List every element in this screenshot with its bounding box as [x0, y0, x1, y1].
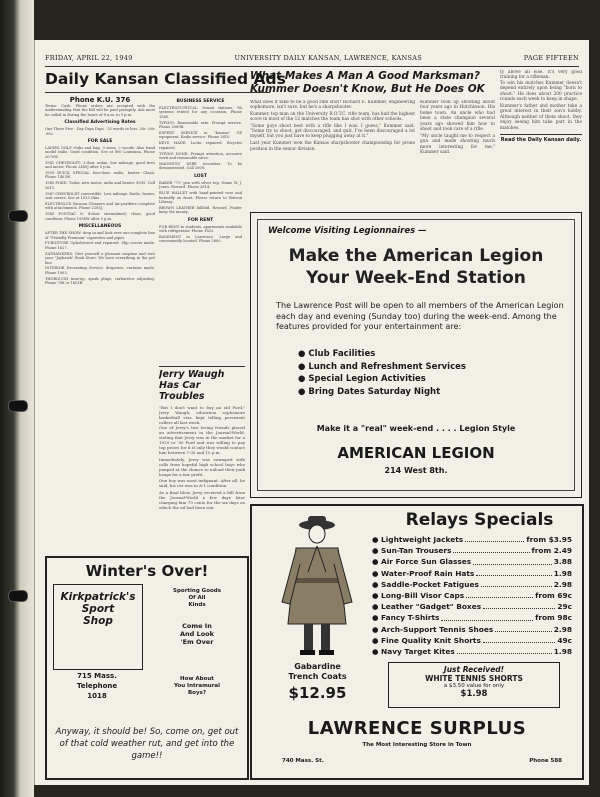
sport-goods: Sporting Goods Of All Kinds: [173, 588, 221, 608]
sport-shop-line-2: Sport: [81, 603, 115, 615]
bullet-icon: ●: [372, 602, 382, 612]
sport-shop-line-1: Kirkpatrick's: [60, 591, 136, 603]
marksman-continuation: ty above all else. It's very good training for a rifleman.: [500, 70, 582, 81]
marksman-headline-2: Kummer Doesn't Know, But He Does OK: [250, 83, 485, 95]
legion-headline-2: Your Week-End Station: [306, 268, 526, 288]
legion-feature: ● Club Facilities: [298, 349, 376, 359]
legion-slogan: Make it a "real" week-end . . . . Legion Style: [316, 424, 516, 433]
bullet-icon: ●: [372, 535, 382, 544]
tennis-shorts-price: $1.98: [460, 689, 488, 699]
trench-coat-man-illustration: [262, 512, 372, 660]
legion-feature: ● Special Legion Activities: [298, 374, 426, 384]
bullet-icon: ●: [372, 624, 382, 634]
waugh-story: [159, 366, 245, 552]
relays-item-name: Air Force Sun Glasses: [381, 557, 472, 567]
sport-shop-name-box: [53, 584, 143, 670]
relays-item-name: Long-Bill Visor Caps: [381, 591, 465, 601]
waugh-lede: "But I don't want to buy an old Ford," Jerry Waugh, education sophomore basketball star, kept telling persistent callers all last week.: [159, 405, 245, 425]
lawrence-surplus-ad: [250, 504, 584, 780]
relays-special-item: [372, 624, 572, 635]
leader-dots: [473, 556, 552, 564]
legion-body: The Lawrence Post will be open to all members of the American Legion each day and evening (Sunday too) during the week-end. Among the features provided for your entertainment are:: [276, 300, 564, 331]
binder-ring: [8, 210, 28, 222]
legion-name: AMERICAN LEGION: [337, 444, 495, 462]
marksman-lede: What does it take to be a good rifle shot? Richard E. Kummer, engineering sophomore, isn't sure, but he's a sharpshooter.: [250, 100, 415, 111]
rates-title: Classified Advertising Rates: [64, 120, 136, 126]
relays-special-item: [372, 612, 572, 623]
for-rent-title: FOR RENT: [187, 217, 214, 223]
for-sale-listings: LADIES GOLF clubs and bag. 3 irons, 2 woods. Also hand model radio. Good condition. See at 800 Louisiana. Phone 2070W. 1941 CHEVROLET: 2-door sedan, low mileage, good tires and motor. Phone 2480J after 5 p.m. 1939 BUICK SPECIAL four-door, radio, heater. Clean. Phone 1403W. 1940 FORD: Tudor, new motor, radio and heater. $595. Call 2611. 1947 CHEVROLET convertible. Low mileage. Radio, heater, seat covers. See at 1013 Ohio. ELECTROLUX Vacuum Cleaners and Air-purifiers complete with attachments. Phone 2285J. 1940 PONTIAC 8: 4-door streamlined, clean, good condition. Phone 1958W after 5 p.m.: [45, 146, 155, 221]
relays-item-price: from $3.95: [526, 535, 572, 544]
binder-strip: [0, 0, 34, 797]
for-rent-listings: FOR RENT to students, apartments available with refrigerator. Phone 1822. BASEMENT in Lawrence. Large and conveniently located. Phone 2800.: [159, 224, 242, 244]
relays-item-price: from 69c: [535, 591, 572, 601]
bullet-icon: ●: [372, 635, 382, 645]
marksman-body: Kummer, top man on the University R.O.T.C. rifle team, has had the highest score in most of the 12 matches the team has shot with other schools.: [250, 111, 415, 123]
legion-feature-list: [298, 348, 466, 398]
leader-dots: [481, 579, 552, 587]
relays-item-name: Saddle-Pocket Fatigues: [381, 579, 479, 589]
lost-listings: RAKER "71" pen with silver top. Name W. J. Jones. Reward. Phone 2614. BLUE WALLET with hand-painted rose and butterfly on front. Please return to Watson Library. BROWN LEATHER billfold. Reward. Finder keep the money.: [159, 180, 242, 215]
marksman-body-more: "Some guys shoot best with a rifle like I was. I guess," Kummer said. "Some try to shoot, get discouraged, and quit. I've been discouraged a lot myself, but you just have to keep plugging away at it." Last year Kummer won the Kansas sharpshooter championship for prone position in the senior division.: [250, 123, 415, 152]
relays-item-name: Fancy T-Shirts: [381, 613, 440, 623]
relays-special-item: [372, 556, 572, 567]
coat-label-2: Trench Coats: [288, 672, 347, 681]
relays-item-name: Lightweight Jackets: [381, 535, 464, 544]
divider: [159, 366, 245, 367]
american-legion-ad: [250, 212, 582, 498]
relays-item-name: Arch-Support Tennis Shoes: [381, 624, 494, 634]
bullet-icon: ●: [372, 579, 382, 589]
relays-special-item: [372, 635, 572, 646]
relays-item-price: 29c: [557, 602, 572, 612]
marksman-headline-1: What Makes A Man A Good Marksman?: [250, 70, 480, 82]
bullet-icon: ●: [372, 546, 382, 556]
classified-column-2: [159, 96, 242, 364]
relays-item-name: Leather "Gadget" Boxes: [381, 602, 482, 612]
store-name: LAWRENCE SURPLUS: [307, 718, 527, 739]
relays-item-price: 3.88: [553, 557, 572, 567]
rates-table: One Three Five · Day Days Days · 25 words or less .30c .60c .90c: [45, 127, 155, 136]
store-address: 740 Mass. St.: [282, 758, 324, 764]
sport-intramural: How About You Intramural Boys?: [173, 676, 221, 696]
coat-price: $12.95: [288, 684, 347, 702]
relays-special-item: [372, 545, 572, 556]
sport-shop-line-3: Shop: [83, 615, 113, 627]
sport-address: 715 Mass.: [77, 672, 117, 680]
legion-headline-1: Make the American Legion: [288, 246, 544, 266]
header-page-number: PAGE FIFTEEN: [523, 54, 579, 62]
classified-terms: Terms: Cash. Phone orders are accepted with the understanding that the bill will be paid promptly. Ads must be called in during the hours of 8 a.m. to 5 p.m.: [45, 104, 155, 117]
relays-special-item: [372, 568, 572, 579]
leader-dots: [495, 624, 551, 632]
relays-item-name: Navy Target Kites: [381, 647, 455, 657]
legion-ad-frame: [257, 219, 575, 491]
tennis-shorts-label: WHITE TENNIS SHORTS: [425, 674, 523, 683]
waugh-headline-2: Has Car Troubles: [159, 380, 205, 402]
leader-dots: [457, 646, 552, 654]
business-service-title: BUSINESS SERVICE: [176, 99, 225, 104]
newspaper-page: [34, 40, 589, 785]
waugh-body: One of Jerry's two loving friends placed an advertisement in the Journal-World, stating that Jerry was in the market for a 1929 or '30 Ford and was willing to pay top prices for it if only they would contact him between 7:30 and 10 p.m. Immediately, Jerry was swamped with calls from hopeful high school boys who jumped at the chance to unload their junk heaps for a fair profit. One boy was most indignant. After all, he said, his car was in A-1 condition. As a final blow, Jerry received a bill from the Journal-World a few days later charging him 75 cents for the six days on which the ad had been run.: [159, 425, 245, 510]
page-header: [45, 54, 579, 67]
sport-telephone: 1018: [87, 692, 107, 700]
store-phone: Phone 588: [529, 758, 562, 764]
classified-column-1: [45, 96, 155, 552]
relays-item-price: 1.98: [553, 568, 572, 578]
classified-phone: Phone K.U. 376: [69, 96, 131, 104]
relays-special-item: [372, 534, 572, 545]
relays-special-item: [372, 579, 572, 590]
miscellaneous-listings: AFTER THE SHOW: drop in and look over our complete line of "Friendly Premium" cigarettes and pipes. FURNITURE Upholstered and repaired. Slip covers made. Phone 1627. ZATHAWKERS: Give yourself a pleasant surprise and visit your "Jayhawk" Book Store. We have everything in the pet line. INTERIOR Decorating Service, draperies, curtains made. Phone 1903. THOROUGH tune-up, spark plugs, carburetor adjusting. Phone 788 or 1801R.: [45, 231, 155, 286]
relays-special-item: [372, 590, 572, 601]
leader-dots: [465, 534, 524, 542]
relays-item-price: 1.98: [553, 647, 572, 657]
leader-dots: [483, 635, 555, 643]
relays-item-name: Sun-Tan Trousers: [381, 546, 452, 556]
tennis-shorts-box: [388, 662, 560, 708]
relays-specials-list: [372, 534, 572, 657]
marksman-story: [250, 70, 582, 210]
classified-title: Daily Kansan Classified Ads: [45, 70, 270, 93]
lost-title: LOST: [194, 173, 207, 179]
legion-address: 214 West 8th.: [384, 466, 448, 475]
bullet-icon: ●: [372, 647, 382, 657]
marksman-column-2: Kummer took up shooting about four years ago in Hutchinson. His home town. An uncle who had been a state champion several years ago showed him how to shoot and took care of a rifle. "My uncle taught me to respect a gun and made shooting much more interesting for me," Kummer said.: [420, 100, 495, 156]
relays-title: Relays Specials: [405, 510, 554, 530]
sport-come-in: Come In And Look 'Em Over: [180, 622, 214, 646]
sport-footer: Anyway, it should be! So, come on, get out of that cold weather rut, and get into the game!!: [55, 727, 239, 761]
just-received: Just Received!: [443, 665, 505, 674]
relays-item-name: Fine Quality Knit Shorts: [381, 635, 481, 645]
relays-item-price: from 2.49: [531, 546, 572, 556]
bullet-icon: ●: [372, 591, 382, 601]
leader-dots: [483, 601, 555, 609]
read-daily-kansan: Read the Daily Kansan daily.: [500, 136, 582, 143]
business-listings: ELECTROCUSTICAL: Sound stations, PA systems rented for any occasion. Phone 1540. TYPING: Reasonable rate. Prompt service. Phone 2089R. EXPERT SERVICE in "Kansas" GE equipment. Radio service. Phone 2810. KEYS MADE: Locks repaired. Bicycles repaired. TYPING DONE: Prompt attention, accurate work and reasonable rates. MAGNETIC WIRE recorders. To be demonstrated. Call 2609.: [159, 106, 242, 171]
bullet-icon: ●: [372, 568, 382, 578]
divider: [500, 134, 582, 135]
tennis-shorts-value: a $3.50 value for only: [443, 683, 505, 689]
store-tagline: The Most Interesting Store in Town: [362, 742, 472, 748]
relays-special-item: [372, 601, 572, 612]
header-masthead: UNIVERSITY DAILY KANSAN, LAWRENCE, KANSAS: [234, 54, 422, 62]
legion-feature: ● Lunch and Refreshment Services: [298, 361, 466, 372]
binder-ring: [8, 400, 28, 412]
sport-telephone-label: Telephone: [76, 682, 118, 690]
bullet-icon: ●: [372, 613, 382, 623]
binder-ring: [8, 590, 28, 602]
kirkpatricks-sport-shop-ad: [45, 556, 249, 780]
leader-dots: [476, 568, 551, 576]
for-sale-title: FOR SALE: [87, 139, 113, 145]
marksman-column-1: [250, 100, 415, 208]
leader-dots: [441, 612, 533, 620]
sport-title: Winter's Over!: [85, 562, 209, 580]
leader-dots: [453, 545, 529, 553]
header-date: FRIDAY, APRIL 22, 1949: [45, 54, 133, 62]
bullet-icon: ●: [372, 557, 382, 567]
miscellaneous-title: MISCELLANEOUS: [78, 224, 122, 230]
relays-special-item: [372, 646, 572, 657]
waugh-headline-1: Jerry Waugh: [159, 369, 225, 380]
marksman-column-3: ty above all else. It's very good training for a rifleman. To win his matches Kummer doesn't depend entirely upon being "born to shoot." He does about 200 practice rounds each week to keep in shape. Kummer's father and mother take a great interest in their son's hobby. Although neither of them shoot, they enjoy seeing him take part in the matches. Read the Daily Kansan daily.: [500, 70, 582, 143]
relays-item-price: 2.98: [553, 579, 572, 589]
relays-item-price: from 98c: [535, 613, 572, 623]
coat-label-1: Gabardine: [294, 662, 341, 671]
relays-item-name: Water-Proof Rain Hats: [381, 568, 475, 578]
relays-item-price: 2.98: [553, 624, 572, 634]
legion-welcome: Welcome Visiting Legionnaires —: [268, 226, 427, 236]
legion-feature: ● Bring Dates Saturday Night: [298, 386, 441, 397]
leader-dots: [466, 590, 533, 598]
relays-item-price: 49c: [557, 635, 572, 645]
